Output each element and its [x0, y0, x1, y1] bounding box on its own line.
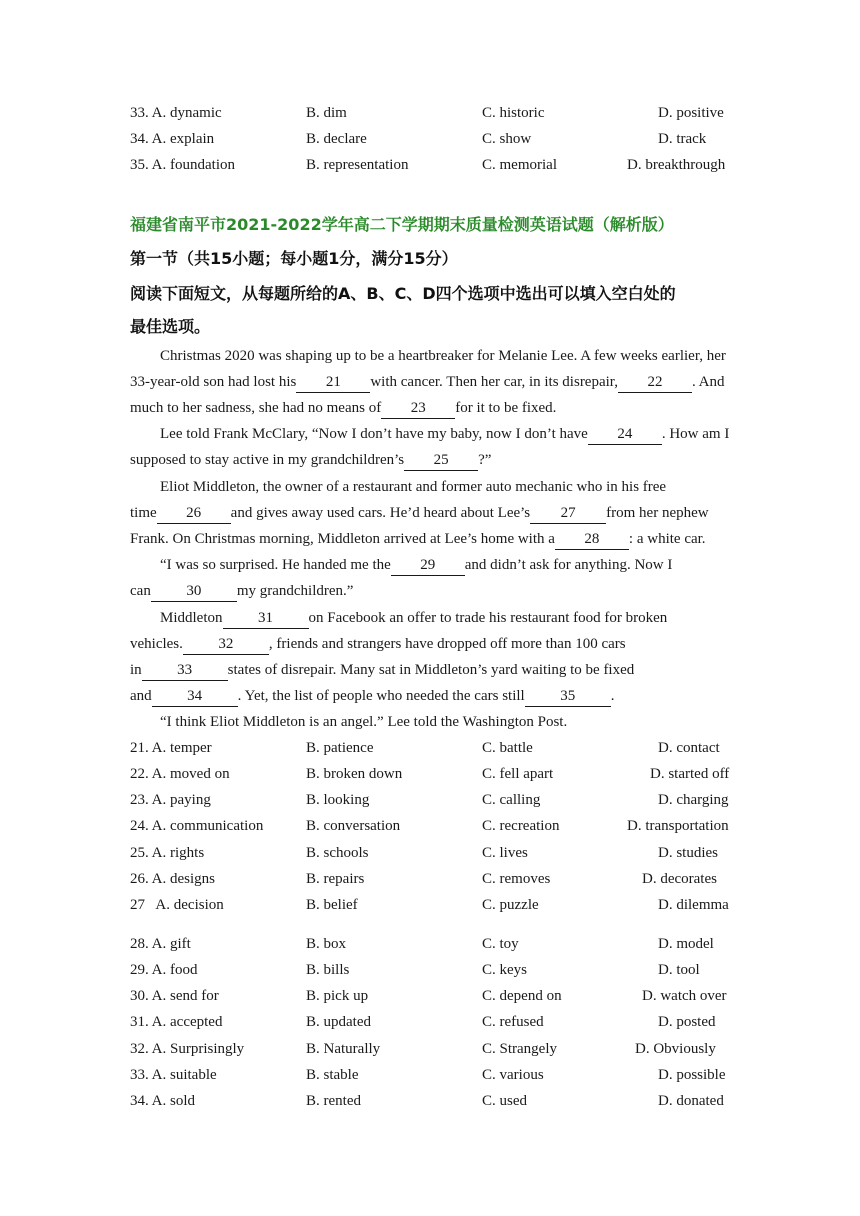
- option-c: C. show: [482, 131, 532, 147]
- option-b: B. rented: [306, 1093, 361, 1109]
- option-a: 21. A. temper: [130, 740, 212, 756]
- option-row-22: [0, 761, 860, 787]
- option-a: 28. A. gift: [130, 936, 191, 952]
- blank-33: 33: [142, 660, 228, 681]
- passage-text: ?”: [478, 452, 492, 468]
- passage-line: [160, 421, 729, 447]
- option-c: C. fell apart: [482, 766, 554, 782]
- passage-text: supposed to stay active in my grandchildren’s: [130, 452, 405, 468]
- option-d: D. decorates: [642, 871, 717, 887]
- option-d: D. transportation: [627, 818, 729, 834]
- option-row-32: [0, 1036, 860, 1062]
- option-a: 22. A. moved on: [130, 766, 230, 782]
- passage-text: and didn’t ask for anything. Now I: [464, 557, 673, 573]
- option-a: 33. A. suitable: [130, 1067, 217, 1083]
- option-d: D. positive: [658, 105, 724, 121]
- passage-text: , friends and strangers have dropped off more than 100 cars: [268, 636, 626, 652]
- option-c: C. used: [482, 1093, 527, 1109]
- blank-21: 21: [296, 372, 370, 393]
- passage-text: can: [130, 583, 151, 599]
- passage-line: [130, 395, 556, 421]
- passage-text: with cancer. Then her car, in its disrepair,: [370, 374, 618, 390]
- passage-line: [130, 631, 626, 657]
- instruction-line-2: 最佳选项。: [130, 317, 211, 336]
- option-a: 35. A. foundation: [130, 157, 235, 173]
- option-c: C. Strangely: [482, 1041, 557, 1057]
- option-d: D. possible: [658, 1067, 726, 1083]
- passage-text: for it to be fixed.: [455, 400, 557, 416]
- option-c: C. refused: [482, 1014, 544, 1030]
- option-row-26: [0, 866, 860, 892]
- passage-text: Frank. On Christmas morning, Middleton arrived at Lee’s home with a: [130, 531, 555, 547]
- blank-27: 27: [530, 503, 606, 524]
- option-b: B. box: [306, 936, 347, 952]
- option-row-30: [0, 983, 860, 1009]
- option-a: 31. A. accepted: [130, 1014, 223, 1030]
- blank-30: 30: [151, 581, 237, 602]
- option-row-35-prev: [0, 152, 860, 178]
- option-d: D. Obviously: [635, 1041, 716, 1057]
- passage-line: [130, 369, 724, 395]
- passage-text: much to her sadness, she had no means of: [130, 400, 382, 416]
- option-row-33: [0, 1062, 860, 1088]
- blank-34: 34: [152, 686, 238, 707]
- passage-text: “I think Eliot Middleton is an angel.” Lee told the Washington Post.: [160, 714, 568, 730]
- option-b: B. repairs: [306, 871, 365, 887]
- option-b: B. pick up: [306, 988, 369, 1004]
- option-b: B. stable: [306, 1067, 359, 1083]
- blank-24: 24: [588, 424, 662, 445]
- option-c: C. toy: [482, 936, 519, 952]
- passage-text: Christmas 2020 was shaping up to be a heartbreaker for Melanie Lee. A few weeks earlier, her: [160, 348, 726, 364]
- option-b: B. dim: [306, 105, 347, 121]
- passage-text: and gives away used cars. He’d heard about Lee’s: [230, 505, 531, 521]
- option-d: D. dilemma: [658, 897, 729, 913]
- passage-text: .: [610, 688, 615, 704]
- option-b: B. schools: [306, 845, 369, 861]
- passage-text: Middleton: [160, 610, 223, 626]
- blank-31: 31: [223, 608, 309, 629]
- passage-line: [160, 709, 567, 735]
- option-d: D. tool: [658, 962, 700, 978]
- passage-text: in: [130, 662, 142, 678]
- blank-25: 25: [404, 450, 478, 471]
- option-d: D. breakthrough: [627, 157, 726, 173]
- option-row-24: [0, 813, 860, 839]
- option-row-33-prev: [0, 100, 860, 126]
- option-c: C. puzzle: [482, 897, 539, 913]
- option-b: B. looking: [306, 792, 370, 808]
- option-d: D. watch over: [642, 988, 727, 1004]
- option-c: C. depend on: [482, 988, 562, 1004]
- passage-line: [160, 605, 667, 631]
- passage-line: [130, 578, 353, 604]
- option-a: 23. A. paying: [130, 792, 211, 808]
- option-c: C. keys: [482, 962, 527, 978]
- exam-title: 福建省南平市2021-2022学年高二下学期期末质量检测英语试题（解析版）: [130, 215, 674, 234]
- passage-text: on Facebook an offer to trade his restaurant food for broken: [308, 610, 668, 626]
- passage-line: [130, 657, 634, 683]
- passage-text: “I was so surprised. He handed me the: [160, 557, 391, 573]
- passage-line: [160, 474, 666, 500]
- passage-text: from her nephew: [606, 505, 709, 521]
- passage-text: Lee told Frank McClary, “Now I don’t have my baby, now I don’t have: [160, 426, 588, 442]
- option-row-27: [0, 892, 860, 918]
- option-d: D. posted: [658, 1014, 716, 1030]
- option-a: 32. A. Surprisingly: [130, 1041, 245, 1057]
- passage-text: : a white car.: [628, 531, 706, 547]
- option-a: 34. A. explain: [130, 131, 215, 147]
- option-b: B. representation: [306, 157, 409, 173]
- blank-35: 35: [525, 686, 611, 707]
- option-c: C. recreation: [482, 818, 560, 834]
- option-d: D. track: [658, 131, 707, 147]
- option-a: 34. A. sold: [130, 1093, 196, 1109]
- option-b: B. conversation: [306, 818, 401, 834]
- option-a: 24. A. communication: [130, 818, 264, 834]
- passage-text: vehicles.: [130, 636, 183, 652]
- passage-text: my grandchildren.”: [236, 583, 354, 599]
- option-c: C. historic: [482, 105, 545, 121]
- option-c: C. memorial: [482, 157, 557, 173]
- passage-line: [130, 500, 709, 526]
- option-row-23: [0, 787, 860, 813]
- instruction-line-1: 阅读下面短文，从每题所给的A、B、C、D四个选项中选出可以填入空白处的: [130, 284, 676, 303]
- option-a: 25. A. rights: [130, 845, 205, 861]
- option-b: B. belief: [306, 897, 358, 913]
- passage-text: states of disrepair. Many sat in Middleton’s yard waiting to be fixed: [227, 662, 635, 678]
- option-b: B. updated: [306, 1014, 371, 1030]
- option-d: D. studies: [658, 845, 718, 861]
- passage-line: [130, 526, 706, 552]
- passage-text: . And: [691, 374, 725, 390]
- passage-line: [160, 343, 726, 369]
- option-b: B. bills: [306, 962, 350, 978]
- option-row-28: [0, 931, 860, 957]
- blank-28: 28: [555, 529, 629, 550]
- option-b: B. patience: [306, 740, 374, 756]
- option-c: C. various: [482, 1067, 544, 1083]
- option-c: C. lives: [482, 845, 528, 861]
- option-b: B. Naturally: [306, 1041, 381, 1057]
- passage-text: time: [130, 505, 157, 521]
- option-row-25: [0, 840, 860, 866]
- option-d: D. charging: [658, 792, 729, 808]
- section-heading: 第一节（共15小题；每小题1分，满分15分）: [130, 249, 458, 268]
- passage-text: and: [130, 688, 152, 704]
- blank-29: 29: [391, 555, 465, 576]
- option-a: 30. A. send for: [130, 988, 219, 1004]
- passage-line: [130, 683, 614, 709]
- option-d: D. model: [658, 936, 714, 952]
- option-row-34-prev: [0, 126, 860, 152]
- option-c: C. battle: [482, 740, 533, 756]
- option-a: 26. A. designs: [130, 871, 216, 887]
- blank-32: 32: [183, 634, 269, 655]
- passage-text: 33-year-old son had lost his: [130, 374, 297, 390]
- option-row-34: [0, 1088, 860, 1114]
- passage-text: . How am I: [661, 426, 730, 442]
- passage-text: Eliot Middleton, the owner of a restaurant and former auto mechanic who in his free: [160, 479, 667, 495]
- option-row-29: [0, 957, 860, 983]
- option-a: 27 A. decision: [130, 897, 224, 913]
- blank-26: 26: [157, 503, 231, 524]
- passage-text: . Yet, the list of people who needed the cars still: [237, 688, 525, 704]
- option-c: C. removes: [482, 871, 551, 887]
- option-d: D. contact: [658, 740, 720, 756]
- option-a: 29. A. food: [130, 962, 198, 978]
- passage-line: [130, 447, 491, 473]
- option-d: D. started off: [650, 766, 730, 782]
- passage-line: [160, 552, 672, 578]
- blank-23: 23: [381, 398, 455, 419]
- option-b: B. declare: [306, 131, 367, 147]
- blank-22: 22: [618, 372, 692, 393]
- option-c: C. calling: [482, 792, 541, 808]
- option-row-21: [0, 735, 860, 761]
- option-b: B. broken down: [306, 766, 403, 782]
- option-row-31: [0, 1009, 860, 1035]
- option-d: D. donated: [658, 1093, 724, 1109]
- option-a: 33. A. dynamic: [130, 105, 222, 121]
